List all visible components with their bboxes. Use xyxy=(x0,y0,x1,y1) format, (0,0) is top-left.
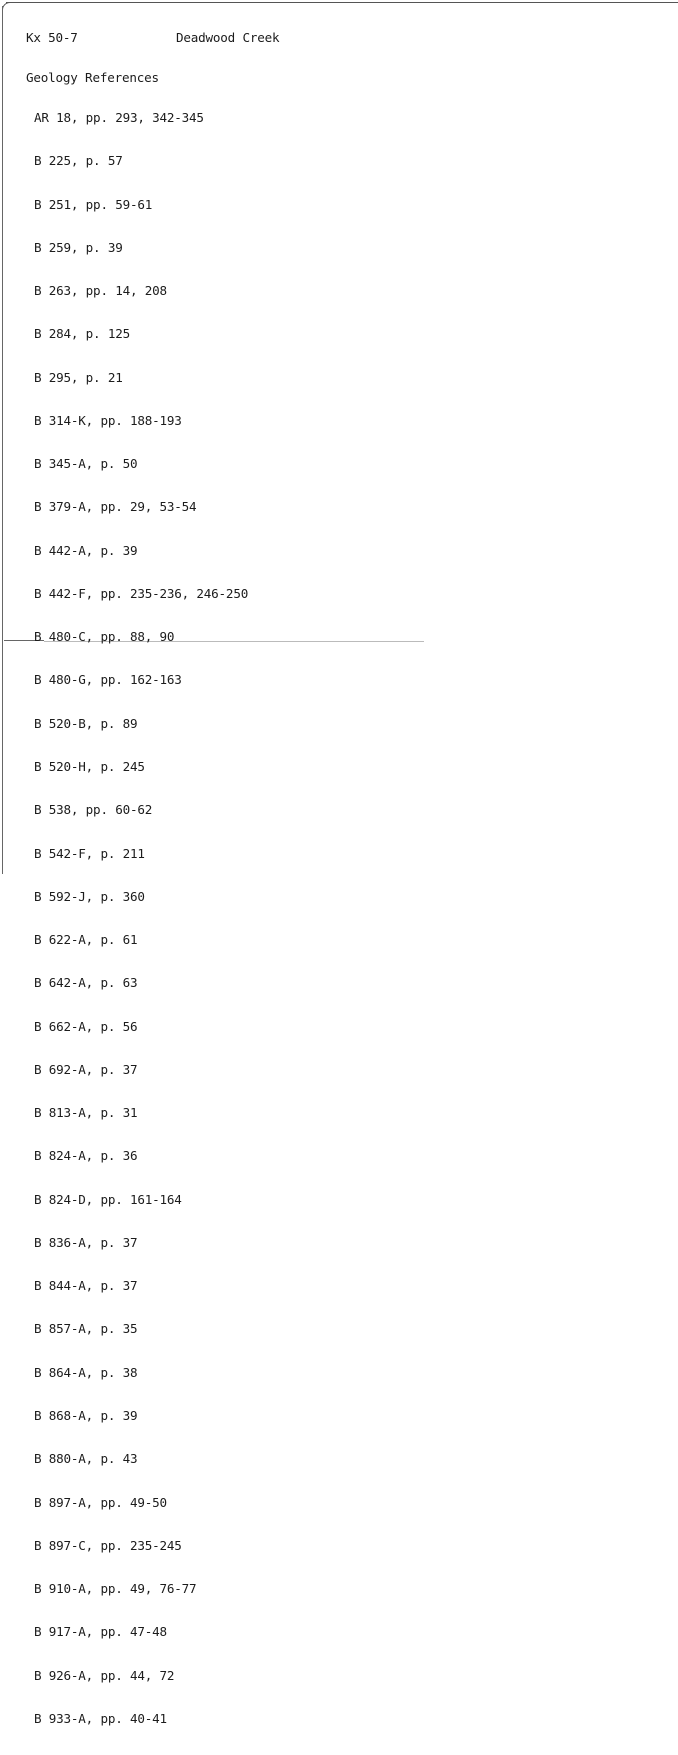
reference-item: B 897-A, pp. 49-50 xyxy=(34,1494,167,1510)
reference-item: B 442-A, p. 39 xyxy=(34,542,138,558)
reference-item: B 933-A, pp. 40-41 xyxy=(34,1710,167,1726)
reference-item: B 442-F, pp. 235-236, 246-250 xyxy=(34,585,249,601)
reference-item: AR 18, pp. 293, 342-345 xyxy=(34,110,204,125)
reference-item: B 662-A, p. 56 xyxy=(34,1018,138,1034)
reference-item: B 897-C, pp. 235-245 xyxy=(34,1537,182,1553)
reference-item: B 480-C, pp. 88, 90 xyxy=(34,629,175,645)
reference-item: B 379-A, pp. 29, 53-54 xyxy=(34,499,197,515)
card-top-edge xyxy=(6,2,678,3)
reference-item: B 538, pp. 60-62 xyxy=(34,802,153,818)
reference-item: B 917-A, pp. 47-48 xyxy=(34,1624,167,1640)
reference-item: B 622-A, p. 61 xyxy=(34,932,138,948)
reference-item: B 295, p. 21 xyxy=(34,369,123,385)
reference-item: B 251, pp. 59-61 xyxy=(34,196,153,212)
reference-item: B 480-G, pp. 162-163 xyxy=(34,672,182,688)
reference-item: B 284, p. 125 xyxy=(34,326,130,342)
reference-item: B 642-A, p. 63 xyxy=(34,975,138,991)
reference-item: B 844-A, p. 37 xyxy=(34,1278,138,1294)
reference-item: B 259, p. 39 xyxy=(34,239,123,255)
reference-item: B 520-H, p. 245 xyxy=(34,758,145,774)
reference-item: B 592-J, p. 360 xyxy=(34,888,145,904)
reference-item: B 263, pp. 14, 208 xyxy=(34,283,167,299)
reference-item: B 225, p. 57 xyxy=(34,153,123,169)
reference-item: B 880-A, p. 43 xyxy=(34,1451,138,1467)
reference-item: B 824-A, p. 36 xyxy=(34,1148,138,1164)
reference-item: B 926-A, pp. 44, 72 xyxy=(34,1667,175,1683)
card-title: Deadwood Creek xyxy=(176,30,280,45)
reference-item: B 520-B, p. 89 xyxy=(34,715,138,731)
card-id: Kx 50-7 xyxy=(26,30,78,45)
reference-item: B 314-K, pp. 188-193 xyxy=(34,412,182,428)
reference-item: B 542-F, p. 211 xyxy=(34,845,145,861)
reference-item: B 910-A, pp. 49, 76-77 xyxy=(34,1581,197,1597)
card-left-edge xyxy=(2,6,3,874)
card-corner-edge xyxy=(2,2,13,13)
reference-item: B 857-A, p. 35 xyxy=(34,1321,138,1337)
reference-list xyxy=(34,81,248,1755)
reference-item: B 345-A, p. 50 xyxy=(34,456,138,472)
reference-item: B 868-A, p. 39 xyxy=(34,1407,138,1423)
reference-item: B 836-A, p. 37 xyxy=(34,1234,138,1250)
reference-item: B 813-A, p. 31 xyxy=(34,1105,138,1121)
section-title: Geology References xyxy=(26,70,159,85)
reference-item: B 692-A, p. 37 xyxy=(34,1061,138,1077)
reference-item: B 824-D, pp. 161-164 xyxy=(34,1191,182,1207)
reference-item: B 864-A, p. 38 xyxy=(34,1364,138,1380)
